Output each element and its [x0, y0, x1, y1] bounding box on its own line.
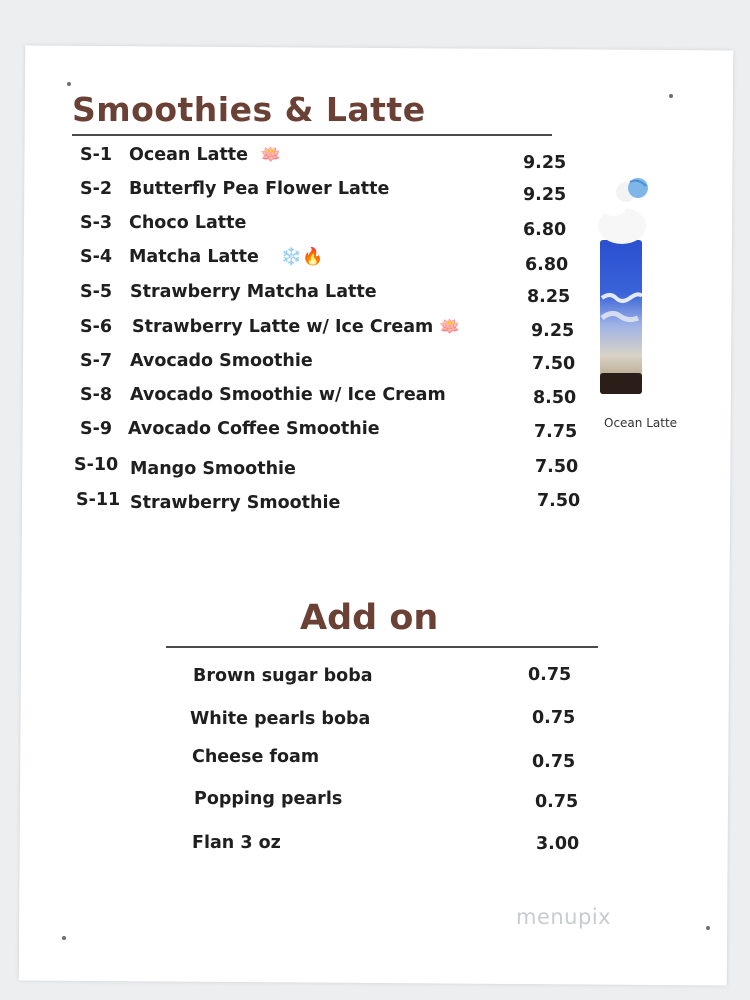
item-price: 9.25: [531, 321, 575, 341]
item-price: 9.25: [523, 153, 567, 173]
menu-item: [0, 490, 600, 516]
addon-name: Popping pearls: [194, 789, 343, 809]
addon-price: 0.75: [532, 752, 576, 772]
item-code: S-1: [80, 145, 113, 165]
item-price: 8.50: [533, 388, 577, 408]
pin: [669, 94, 673, 98]
item-price: 7.50: [537, 491, 581, 511]
item-name: Matcha Latte ❄️🔥: [129, 247, 324, 267]
item-code: S-8: [80, 385, 113, 405]
item-price: 8.25: [527, 287, 571, 307]
item-code: S-7: [80, 351, 113, 371]
item-code: S-3: [80, 213, 113, 233]
item-price: 7.50: [532, 354, 576, 374]
menu-item: [0, 385, 600, 411]
menu-item: [0, 282, 600, 308]
watermark: menupix: [516, 905, 612, 929]
addon-name: Flan 3 oz: [192, 833, 281, 853]
addon-name: White pearls boba: [190, 709, 371, 729]
divider: [166, 646, 598, 648]
menu-item: [0, 317, 600, 343]
item-code: S-11: [76, 490, 121, 510]
lotus-icon: 🪷: [260, 145, 282, 165]
addon-price: 3.00: [536, 834, 580, 854]
pin: [706, 926, 710, 930]
menu-item: [0, 247, 600, 273]
item-name: Ocean Latte 🪷: [129, 145, 282, 165]
item-price: 7.50: [535, 457, 579, 477]
addon-item: [0, 833, 600, 859]
addon-price: 0.75: [535, 792, 579, 812]
item-price: 6.80: [523, 220, 567, 240]
addon-item: [0, 666, 600, 692]
menu-item: [0, 213, 600, 239]
item-price: 9.25: [523, 185, 567, 205]
item-name: Strawberry Matcha Latte: [130, 282, 377, 302]
menu-item: [0, 455, 600, 481]
item-code: S-9: [80, 419, 113, 439]
addon-item: [0, 747, 600, 773]
item-price: 7.75: [534, 422, 578, 442]
item-name: Choco Latte: [129, 213, 247, 233]
snowflake-fire-icon: ❄️🔥: [280, 247, 324, 267]
addon-name: Brown sugar boba: [193, 666, 373, 686]
item-name: Avocado Coffee Smoothie: [128, 419, 380, 439]
addon-price: 0.75: [528, 665, 572, 685]
item-code: S-4: [80, 247, 113, 267]
menu-item: [0, 145, 600, 171]
divider: [72, 134, 552, 136]
section-title-smoothies: Smoothies & Latte: [72, 90, 426, 129]
ocean-latte-photo: [598, 178, 648, 396]
item-name: Butterfly Pea Flower Latte: [129, 179, 390, 199]
menu-item: [0, 179, 600, 205]
pin: [62, 936, 66, 940]
photo-caption: Ocean Latte: [604, 416, 678, 430]
item-code: S-10: [74, 455, 119, 475]
menu-item: [0, 419, 600, 445]
item-name: Strawberry Latte w/ Ice Cream 🪷: [132, 317, 461, 337]
item-name: Mango Smoothie: [130, 459, 296, 479]
item-code: S-6: [80, 317, 113, 337]
addon-item: [0, 789, 600, 815]
item-code: S-2: [80, 179, 113, 199]
addon-name: Cheese foam: [192, 747, 320, 767]
item-price: 6.80: [525, 255, 569, 275]
pin: [67, 82, 71, 86]
item-name: Avocado Smoothie w/ Ice Cream: [130, 385, 446, 405]
lotus-icon: 🪷: [439, 317, 461, 337]
menu-item: [0, 351, 600, 377]
addon-price: 0.75: [532, 708, 576, 728]
item-code: S-5: [80, 282, 113, 302]
item-name: Avocado Smoothie: [130, 351, 313, 371]
section-title-addons: Add on: [300, 598, 439, 638]
addon-item: [0, 709, 600, 735]
item-name: Strawberry Smoothie: [130, 493, 341, 513]
